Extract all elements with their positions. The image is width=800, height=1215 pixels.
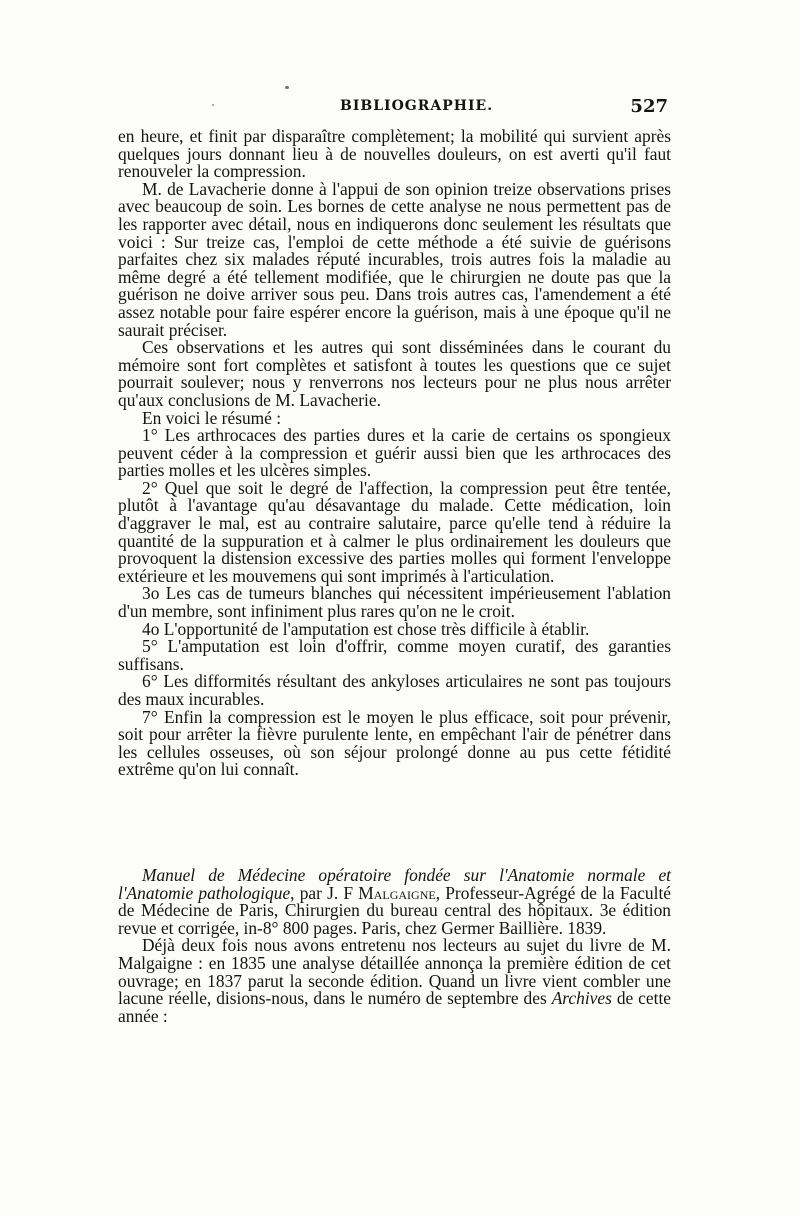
main-text [118, 128, 671, 779]
journal-name: Archives [551, 988, 612, 1009]
paragraph: Ces observations et les autres qui sont disséminées dans le courant du mémoire sont fort complètes et satisfont à toutes les questions que ce sujet pourrait soulever; nous y renverrons nos lecteurs pour ne plus nous arrêter qu'aux conclusions de M. Lavacherie. [118, 337, 671, 410]
paragraph: en heure, et finit par disparaître complètement; la mobilité qui survient après quelques jours donnant lieu à de nouvelles douleurs, on est averti qu'il faut renouveler la compression. [118, 126, 671, 182]
review-citation [118, 867, 671, 937]
review-text-end: de cette année : [118, 988, 672, 1026]
conclusion-item: 6° Les difformités résultant des ankyloses articulaires ne sont pas toujours des maux incurables. [118, 671, 671, 709]
conclusion-item: 3o Les cas de tumeurs blanches qui nécessitent impérieusement l'ablation d'un membre, sont infiniment plus rares qu'on ne le croit. [118, 583, 671, 622]
review-text: Déjà deux fois nous avons entretenu nos lecteurs au sujet du livre de M. Malgaigne : en 1835 une analyse détaillée annonça la première édition de cet ouvrage; en 1837 parut la seconde édition. Quand un livre vient combler une lacune réelle, disions-nous, dans le numéro de septembre des [118, 935, 671, 1009]
paragraph: En voici le résumé : [142, 407, 282, 428]
book-title: Manuel de Médecine opératoire fondée sur l'Anatomie normale et l'Anatomie pathologique [118, 865, 671, 903]
conclusion-item: 7° Enfin la compression est le moyen le plus efficace, soit pour prévenir, soit pour arrêter la fièvre purulente lente, en empêchant l'air de pénétrer dans les cellules osseuses, où son séjour prolongé donne au pus cette fétidité extrême qu'on lui connaît. [118, 706, 671, 780]
page-header [120, 96, 668, 120]
conclusion-item: 2° Quel que soit le degré de l'affection, la compression peut être tentée, plutôt à l'avantage qu'au désavantage du malade. Cette médication, loin d'aggraver le mal, est au contraire salutaire, parce qu'elle tend à réduire la quantité de la suppuration et à calmer le plus ordinairement les douleurs que provoquent la distension excessive des parties molles qui forment l'enveloppe extérieure et les mouvemens qui sont imprimés à l'articulation. [118, 477, 671, 586]
conclusion-item: 1° Les arthrocaces des parties dures et la carie de certains os spongieux peuvent céder à la compression et guérir aussi bien que les arthrocaces des parties molles et les ulcères simples. [118, 425, 671, 481]
conclusion-item: 4o L'opportunité de l'amputation est chose très difficile à établir. [142, 618, 590, 639]
book-review [118, 867, 671, 1025]
review-paragraph [118, 937, 671, 1025]
citation-details: , Professeur-Agrégé de la Faculté de Médecine de Paris, Chirurgien du bureau central des hôpitaux. 3e édition revue et corrigée, in-8° 800 pages. Paris, chez Germer Baillière. 1839. [118, 882, 672, 938]
paragraph: M. de Lavacherie donne à l'appui de son opinion treize observations prises avec beaucoup de soin. Les bornes de cette analyse ne nous permettent pas de les rapporter avec détail, nous en indiquerons donc seulement les résultats que voici : Sur treize cas, l'emploi de cette méthode a été suivie de guérisons parfaites chez six malades réputé incurables, trois autres fois la maladie au même degré a été tellement modifiée, que le chirurgien ne doute pas que la guérison ne doive arriver sous peu. Dans trois autres cas, l'amendement a été assez notable pour faire espérer encore la guérison, mais à une époque qu'il ne saurait préciser. [118, 178, 671, 340]
running-title: BIBLIOGRAPHIE. [340, 98, 494, 114]
conclusion-item: 5° L'amputation est loin d'offrir, comme moyen curatif, des garanties suffisans. [118, 636, 671, 674]
page-number: 527 [630, 96, 668, 117]
ink-spot [285, 86, 289, 89]
citation-by: , par J. F [290, 882, 359, 903]
author-name: Malgaigne [358, 882, 436, 903]
